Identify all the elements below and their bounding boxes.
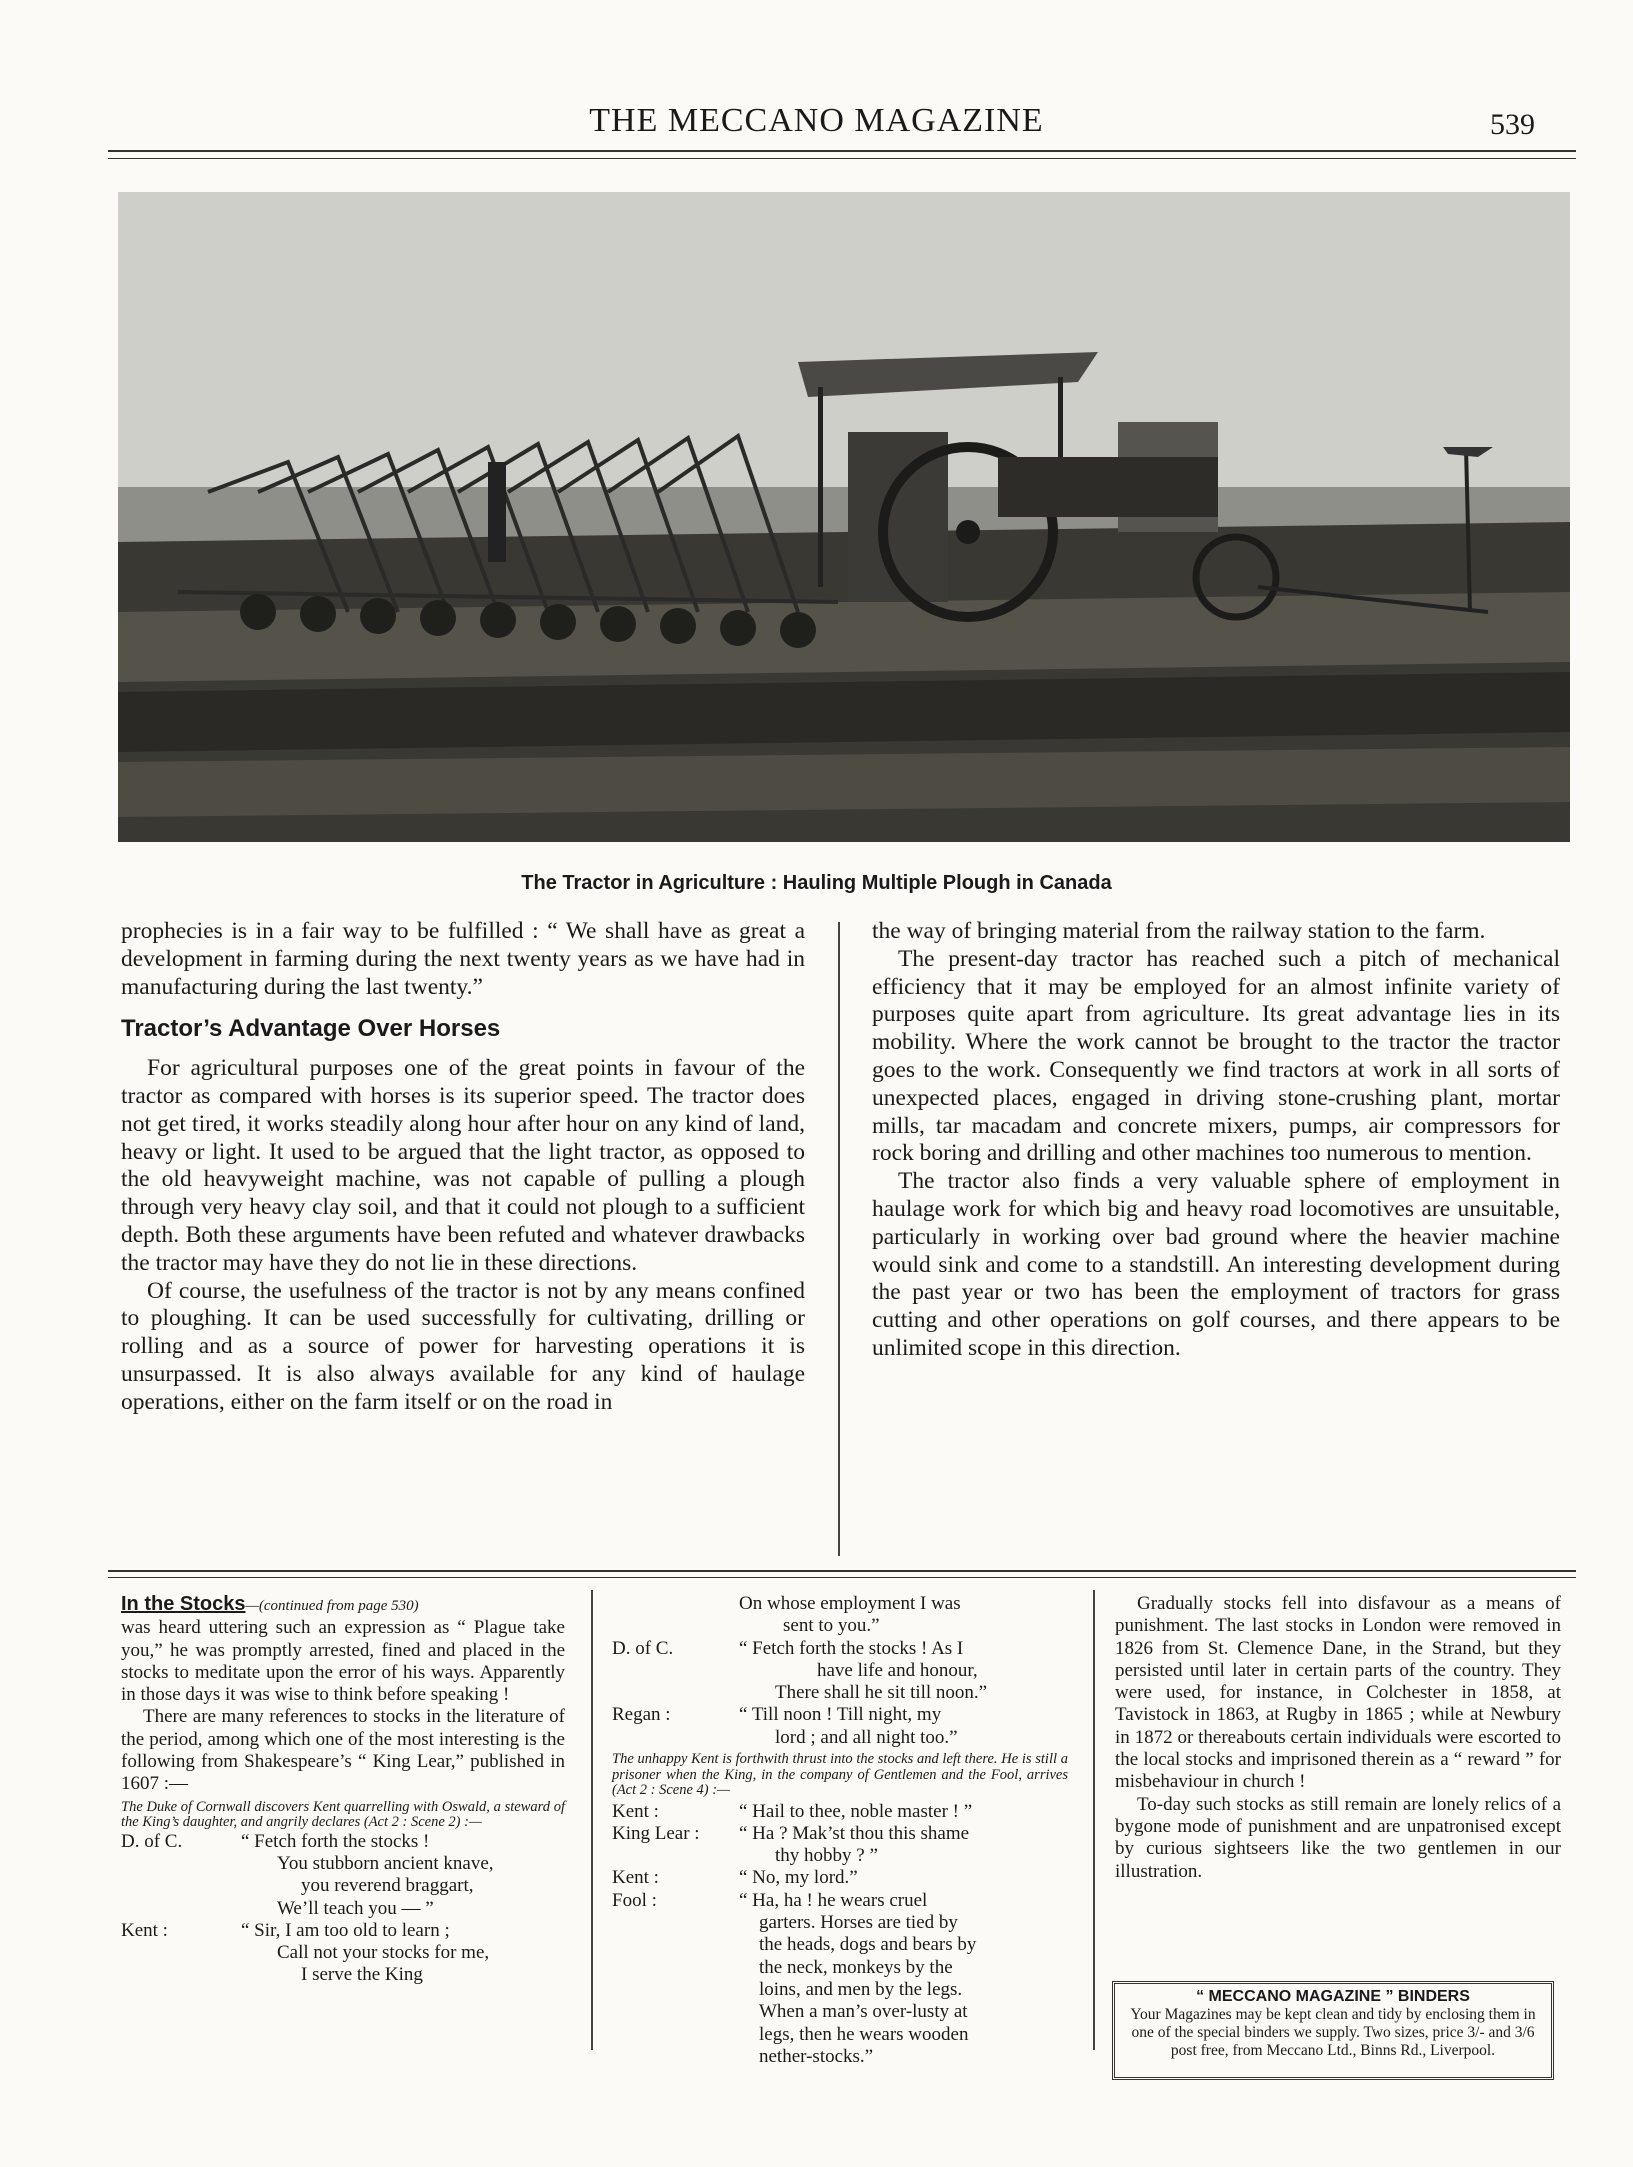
- paragraph: The tractor also finds a very valuable sphere of employment in haulage work for which big and heavy road locomotives are unsuitable, particularly in working over bad ground where the heavier machine would sink and come to a standstill. An interesting development during the past year or two has been the employment of tractors for grass cutting and other operations on golf courses, and there appears to be unlimited scope in this direction.: [872, 1168, 1560, 1361]
- section-rule-thin: [108, 1577, 1576, 1578]
- dialogue-line: [612, 1638, 1068, 1705]
- verse-line: garters. Horses are tied by: [759, 1912, 958, 1934]
- article-column-right: [872, 918, 1560, 1363]
- verse-line: We’ll teach you — ”: [277, 1897, 434, 1919]
- verse-line: legs, then he wears wooden: [759, 2023, 969, 2045]
- column-divider: [591, 1590, 593, 2050]
- speaker: D. of C.: [612, 1637, 674, 1659]
- advert-text: Your Magazines may be kept clean and tidy by enclosing them in one of the special binders we supply. Two sizes, price 3/- and 3/6 post free, from Meccano Ltd., Binns Rd., Liverpool.: [1130, 2006, 1536, 2059]
- stage-direction: The Duke of Cornwall discovers Kent quarrelling with Oswald, a steward of the King’s daughter, and angrily declares (Act 2 : Scene 2) :—: [121, 1798, 565, 1831]
- continued-note: —(continued from page 530): [245, 1598, 419, 1614]
- dialogue-line: [121, 1920, 565, 1987]
- column-divider: [1093, 1590, 1095, 2050]
- verse-line: “ Fetch forth the stocks !: [241, 1830, 430, 1852]
- verse-line: I serve the King: [301, 1964, 423, 1986]
- verse-line: “ Ha ? Mak’st thou this shame: [739, 1822, 970, 1844]
- paragraph: The present-day tractor has reached such a pitch of mechanical efficiency that it may be employed for an almost infinite variety of purposes quite apart from agriculture. Its great advantage lies in its mobility. Where the work cannot be brought to the tractor the tractor goes to the work. Consequently we find tractors at work in all sorts of unexpected places, engaged in driving stone-crushing plant, mortar mills, tar macadam and concrete mixers, pumps, air compressors for rock boring and drilling and other machines too numerous to mention.: [872, 945, 1560, 1167]
- magazine-title: THE MECCANO MAGAZINE: [589, 102, 1044, 139]
- dialogue-line: [612, 1890, 1068, 2068]
- advert-title: “ MECCANO MAGAZINE ” BINDERS: [1196, 1988, 1470, 2005]
- paragraph: prophecies is in a fair way to be fulfilled : “ We shall have as great a development in farming during the next twenty years as we have had in manufacturing during the last twenty.”: [121, 918, 805, 1000]
- photo-caption: The Tractor in Agriculture : Hauling Multiple Plough in Canada: [521, 872, 1112, 894]
- speaker: D. of C.: [121, 1830, 183, 1852]
- verse-line: On whose employment I was: [739, 1593, 961, 1614]
- paragraph: To-day such stocks as still remain are lonely relics of a bygone mode of punishment and are unpatronised except by curious sightseers like the two gentlemen in our illustration.: [1115, 1793, 1561, 1882]
- stocks-heading: In the Stocks: [121, 1593, 246, 1615]
- paragraph: the way of bringing material from the railway station to the farm.: [872, 918, 1486, 944]
- header-rule: [108, 150, 1576, 152]
- speaker: Kent :: [612, 1867, 659, 1889]
- dialogue-line: [612, 1823, 1068, 1868]
- verse-line: “ Sir, I am too old to learn ;: [241, 1919, 450, 1941]
- stocks-column-2: [612, 1593, 1068, 2068]
- paragraph: was heard uttering such an expression as “ Plague take you,” he was promptly arrested, fined and placed in the stocks to meditate upon the error of his ways. Apparently in those days it was wise to think before speaking !: [121, 1617, 565, 1706]
- verse-line: “ Hail to thee, noble master ! ”: [739, 1800, 973, 1822]
- paragraph: Of course, the usefulness of the tractor is not by any means confined to ploughing. It can be used successfully for cultivating, drilling or rolling and as a source of power for harvesting operations it is unsurpassed. It is also always available for any kind of haulage operations, either on the farm itself or on the road in: [121, 1277, 805, 1415]
- dialogue-line: [121, 1831, 565, 1920]
- verse-line: you reverend braggart,: [301, 1875, 474, 1897]
- speaker: Kent :: [121, 1919, 168, 1941]
- verse-line: There shall he sit till noon.”: [775, 1682, 988, 1704]
- verse-line: the neck, monkeys by the: [759, 1956, 953, 1978]
- paragraph: There are many references to stocks in the literature of the period, among which one of the most interesting is the following from Shakespeare’s “ King Lear,” published in 1607 :—: [121, 1706, 565, 1795]
- tractor-photo: [118, 192, 1570, 842]
- page-number: 539: [1490, 108, 1535, 141]
- verse-line: lord ; and all night too.”: [775, 1726, 958, 1748]
- verse-line: nether-stocks.”: [759, 2045, 874, 2067]
- speaker: Fool :: [612, 1889, 657, 1911]
- section-heading: Tractor’s Advantage Over Horses: [121, 1015, 501, 1043]
- section-rule: [108, 1570, 1576, 1572]
- dialogue-line: [612, 1704, 1068, 1749]
- verse-line: “ No, my lord.”: [739, 1867, 858, 1889]
- verse-line: “ Till noon ! Till night, my: [739, 1704, 942, 1726]
- speaker: Regan :: [612, 1704, 671, 1726]
- verse-line: When a man’s over-lusty at: [759, 2001, 968, 2023]
- verse-line: have life and honour,: [817, 1659, 978, 1681]
- verse-line: sent to you.”: [783, 1615, 880, 1637]
- stocks-column-1: [121, 1593, 565, 1987]
- stage-direction: The unhappy Kent is forthwith thrust into the stocks and left there. He is still a prisoner when the King, in the company of Gentlemen and the Fool, arrives (Act 2 : Scene 4) :—: [612, 1751, 1068, 1799]
- dialogue-line: [612, 1801, 1068, 1823]
- verse-line: loins, and men by the legs.: [759, 1978, 963, 2000]
- speaker: King Lear :: [612, 1822, 700, 1844]
- header-rule-thin: [108, 158, 1576, 159]
- paragraph: Gradually stocks fell into disfavour as a means of punishment. The last stocks in London were removed in 1826 from St. Clemence Dane, in the Strand, but they persisted until later in certain parts of the country. They were used, for instance, in Colchester in 1858, at Tavistock in 1863, at Rugby in 1865 ; while at Newbury in 1872 or thereabouts certain individuals were escorted to the local stocks and imprisoned therein as a “ reward ” for misbehaviour in church !: [1115, 1593, 1561, 1793]
- verse-line: “ Ha, ha ! he wears cruel: [739, 1889, 928, 1911]
- verse-line: thy hobby ? ”: [775, 1845, 878, 1867]
- column-divider: [838, 922, 840, 1556]
- paragraph: For agricultural purposes one of the great points in favour of the tractor as compared with horses is its superior speed. The tractor does not get tired, it works steadily along hour after hour on any kind of land, heavy or light. It used to be argued that the light tractor, as opposed to the old heavyweight machine, was not capable of pulling a plough through very heavy clay soil, and that it could not plough to a sufficient depth. Both these arguments have been refuted and whatever drawbacks the tractor may have they do not lie in these directions.: [121, 1055, 805, 1276]
- article-column-left: [121, 918, 805, 1417]
- verse-line: You stubborn ancient knave,: [277, 1852, 494, 1874]
- verse-line: “ Fetch forth the stocks ! As I: [739, 1637, 964, 1659]
- verse-line: the heads, dogs and bears by: [759, 1934, 977, 1956]
- binders-advert: [1112, 1981, 1554, 2080]
- speaker: Kent :: [612, 1800, 659, 1822]
- dialogue-line: [612, 1867, 1068, 1889]
- stocks-column-3: [1115, 1593, 1561, 1883]
- dialogue-line: [612, 1593, 1068, 1638]
- verse-line: Call not your stocks for me,: [277, 1942, 490, 1964]
